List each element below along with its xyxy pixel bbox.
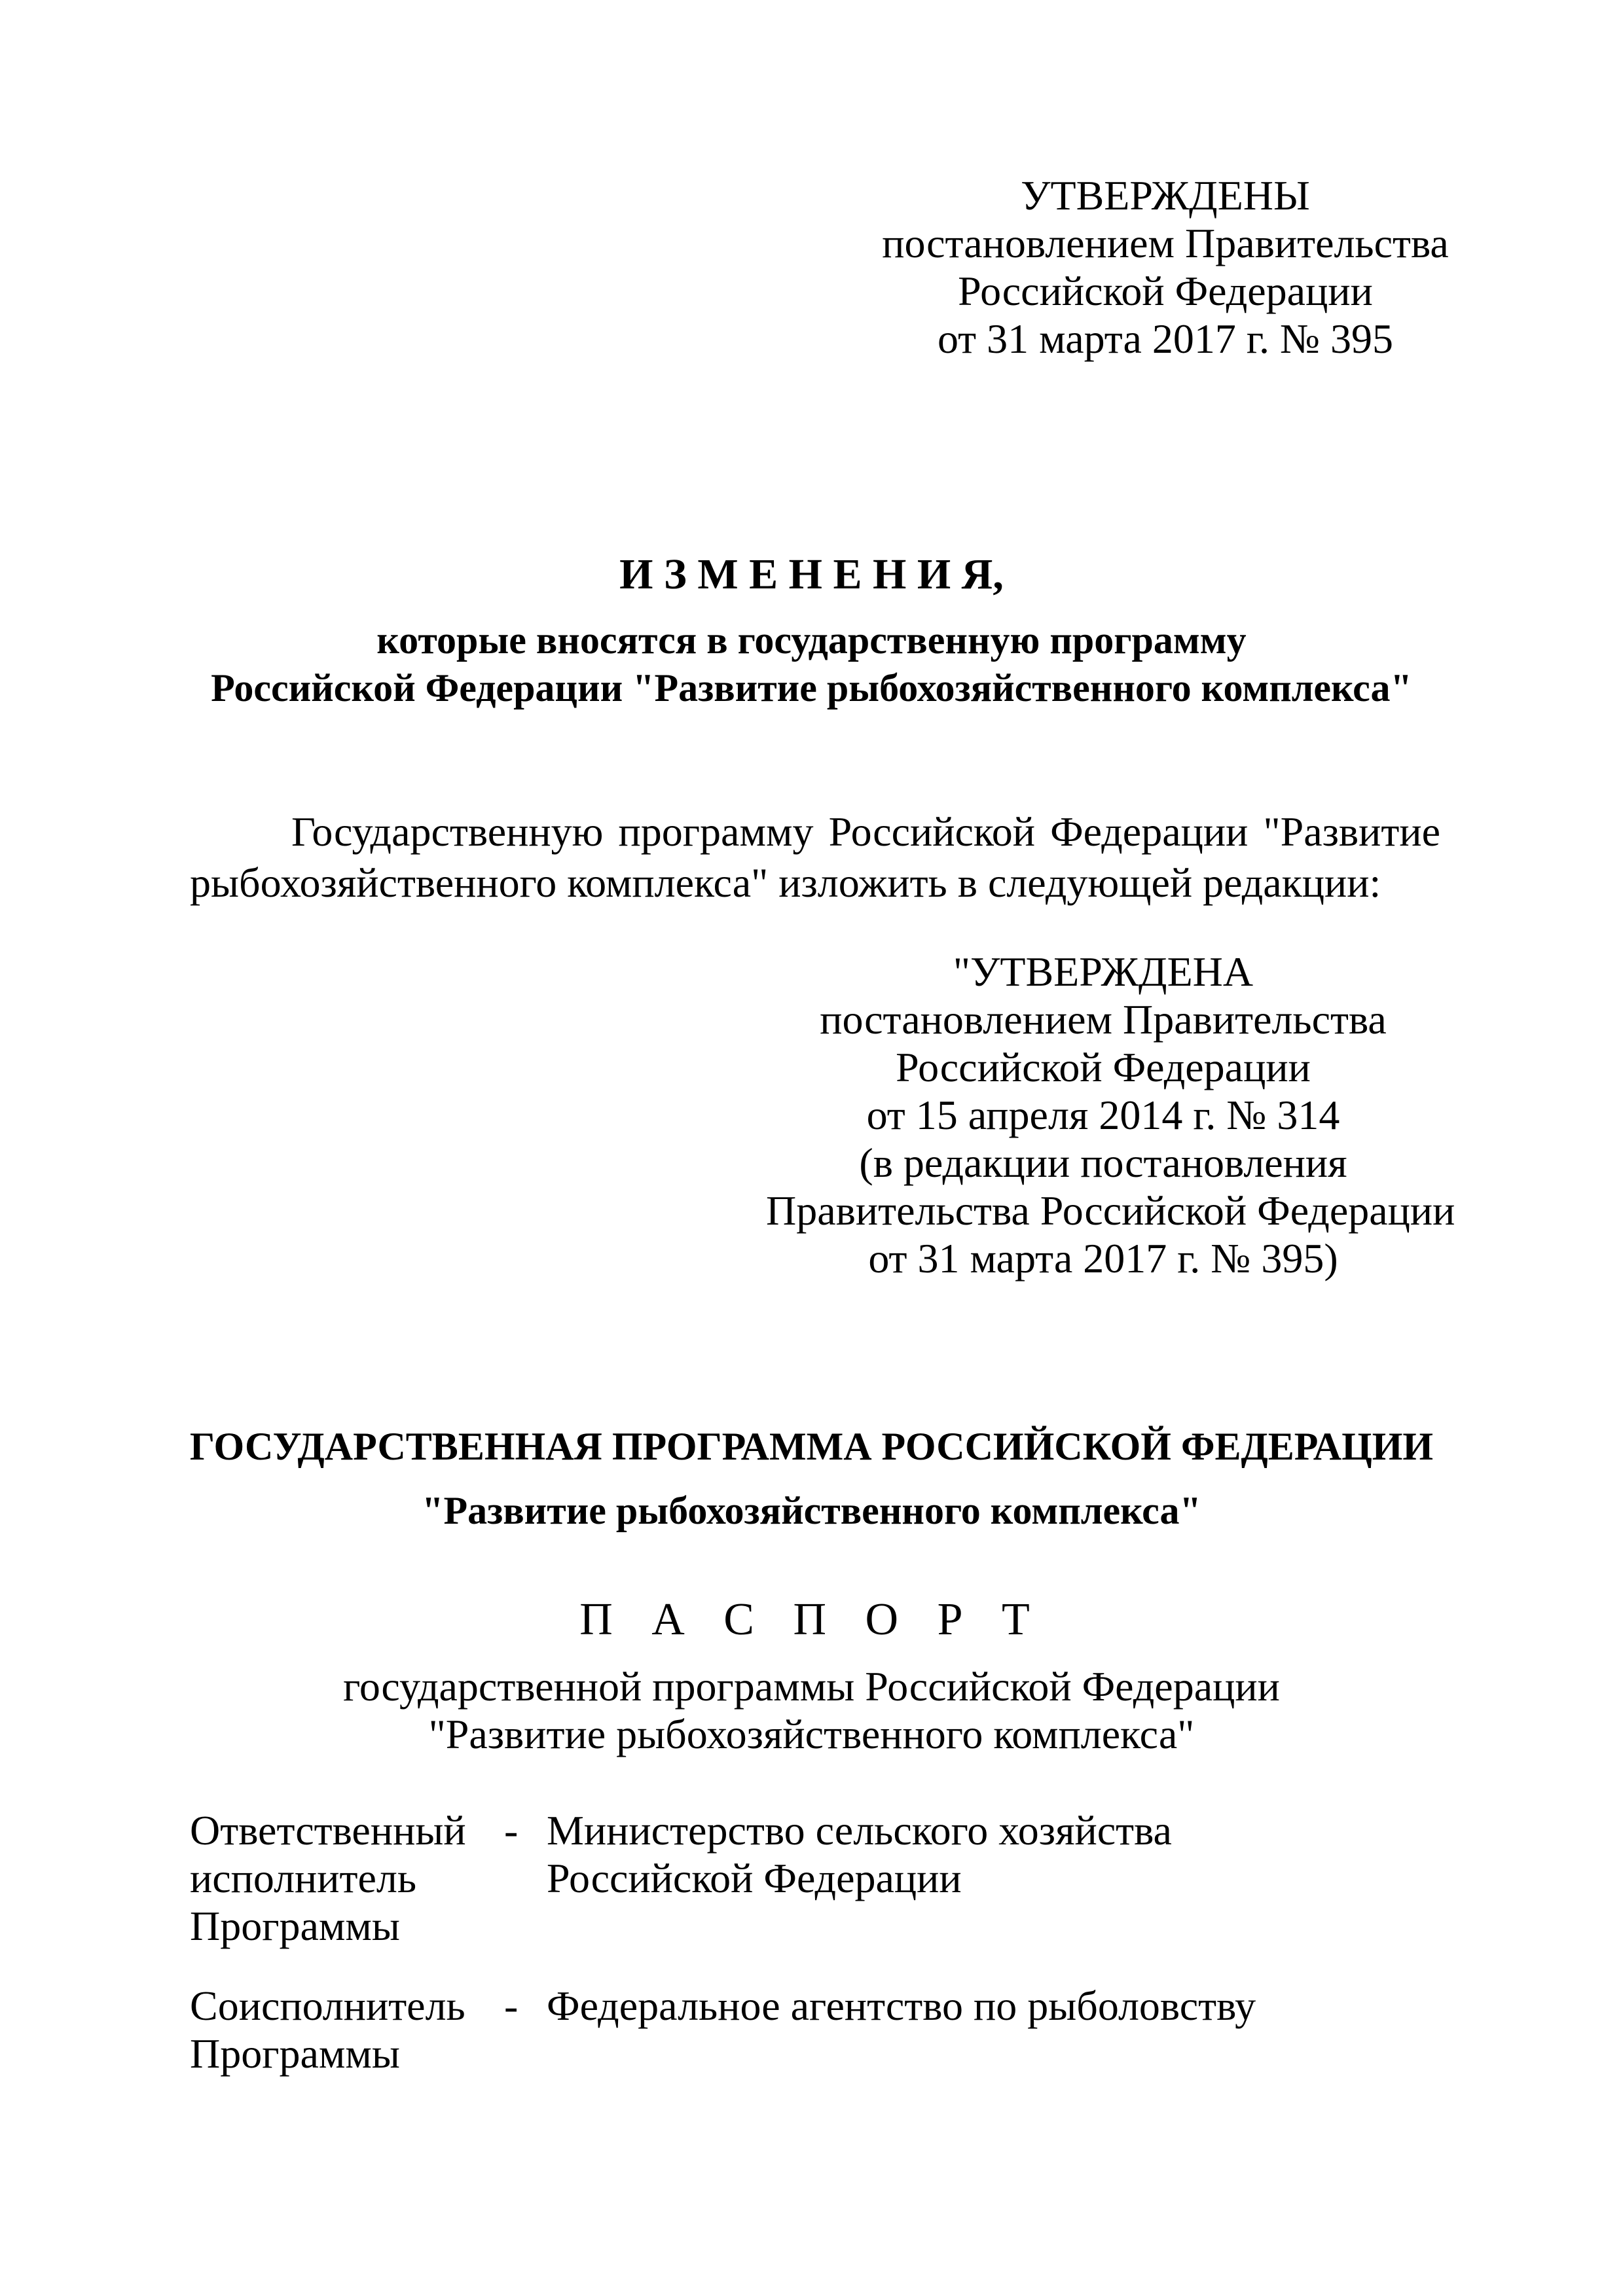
passport-title: П А С П О Р Т [579,1594,1044,1645]
label-line: исполнитель [190,1855,416,1901]
passport-row-value [547,1806,1450,1902]
approval-stamp-revision [766,948,1455,1282]
changes-heading-block [0,548,1623,601]
intro-line: рыбохозяйственного комплекса" изложить в следующей редакции: [190,859,1381,906]
passport-row-label [190,1806,491,1950]
passport-row-value [547,1982,1450,2030]
approval-heading: "УТВЕРЖДЕНА [953,948,1254,995]
passport-row-dash: - [504,1807,519,1854]
value-line: Федеральное агентство по рыболовству [547,1982,1256,2029]
label-line: Ответственный [190,1807,466,1854]
approval-date-number: от 31 марта 2017 г. № 395 [938,315,1393,362]
label-line: Программы [190,1903,400,1949]
passport-row-dash: - [504,1982,519,2029]
changes-subtitle-line: Российской Федерации "Развитие рыбохозяйственного комплекса" [211,666,1412,709]
passport-row-label [190,1982,491,2077]
changes-subtitle-line: которые вносятся в государственную программу [376,619,1247,662]
approval-line: постановлением Правительства [820,996,1387,1043]
approval-line: Российской Федерации [958,268,1373,314]
program-title: ГОСУДАРСТВЕННАЯ ПРОГРАММА РОССИЙСКОЙ ФЕДЕРАЦИИ [189,1425,1434,1468]
changes-heading: И З М Е Н Е Н И Я, [619,550,1004,598]
label-line: Соисполнитель [190,1982,465,2029]
passport-subtitle-line: государственной программы Российской Федерации [343,1663,1280,1710]
label-line: Программы [190,2030,400,2077]
approval-date-number: от 15 апреля 2014 г. № 314 [866,1092,1340,1138]
program-name: "Развитие рыбохозяйственного комплекса" [422,1489,1201,1532]
approval-line: Российской Федерации [896,1044,1311,1090]
value-line: Российской Федерации [547,1855,962,1901]
passport-row-co-executor [190,1982,1453,2087]
intro-paragraph [190,806,1440,908]
approval-date-number: от 31 марта 2017 г. № 395) [868,1235,1338,1282]
approval-line: постановлением Правительства [882,220,1449,266]
changes-subtitle [0,617,1623,712]
approval-heading: УТВЕРЖДЕНЫ [1021,172,1310,219]
passport-subtitle-line: "Развитие рыбохозяйственного комплекса" [428,1711,1195,1757]
approval-stamp-top [877,171,1453,363]
passport-subtitle [0,1662,1623,1758]
intro-line: Государственную программу Российской Федерации "Развитие [291,808,1440,855]
approval-line: Правительства Российской Федерации [766,1187,1455,1234]
value-line: Министерство сельского хозяйства [547,1807,1172,1854]
approval-line: (в редакции постановления [859,1139,1347,1186]
passport-row-responsible-executor [190,1806,1453,1964]
